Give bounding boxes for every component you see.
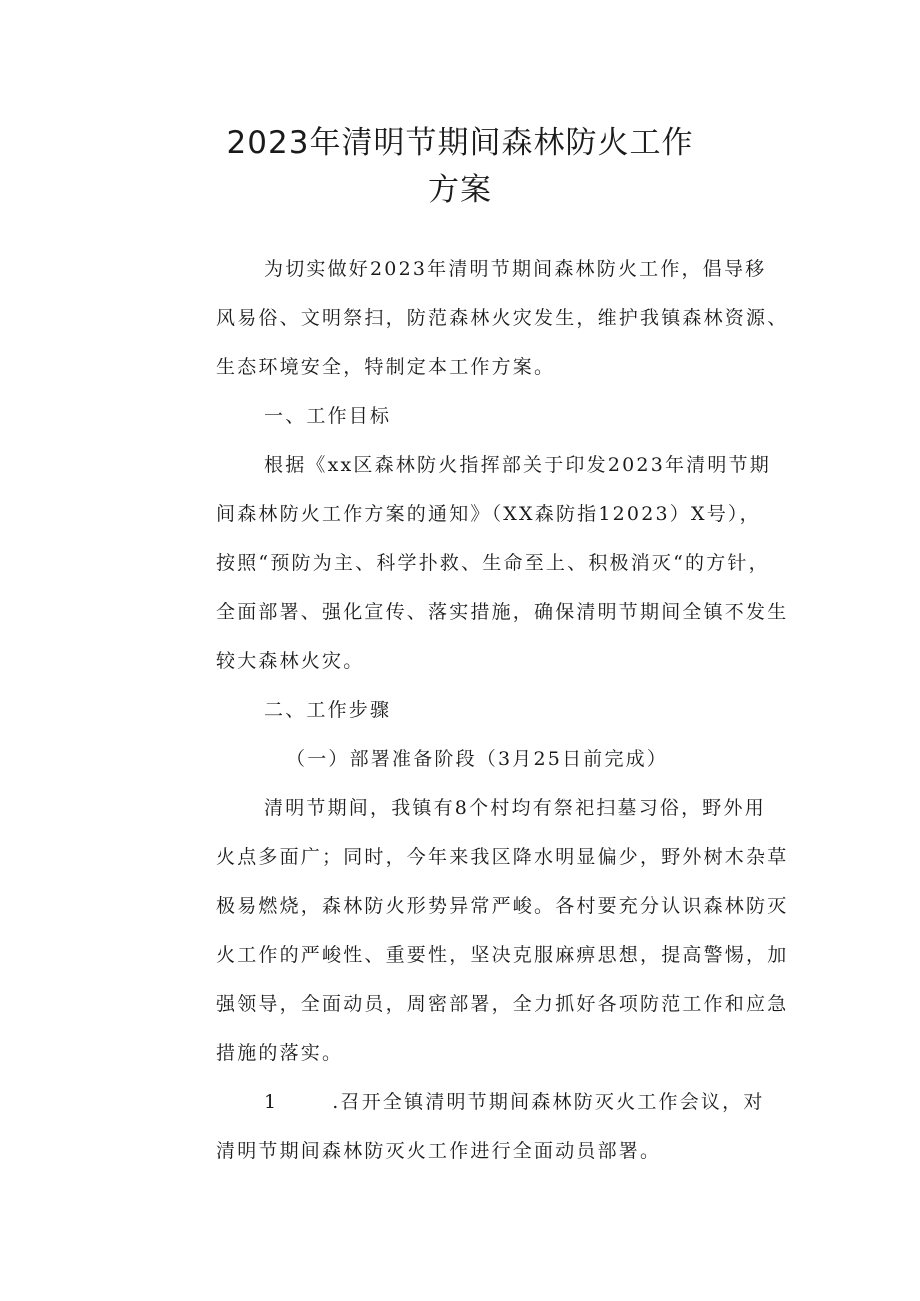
- paragraph-line: 强领导，全面动员，周密部署，全力抓好各项防范工作和应急: [216, 993, 789, 1015]
- paragraph-line: 间森林防火工作方案的通知》（XX森防指12023）X号），: [216, 503, 761, 525]
- section-heading-steps: 二、工作步骤: [264, 699, 392, 721]
- paragraph-line: 风易俗、文明祭扫，防范森林火灾发生，维护我镇森林资源、: [216, 307, 789, 329]
- paragraph-line: 根据《xx区森林防火指挥部关于印发2023年清明节期: [264, 454, 771, 476]
- list-item-number: 1: [264, 1091, 279, 1113]
- paragraph-line: 按照“预防为主、科学扑救、生命至上、积极消灭“的方针，: [216, 552, 770, 574]
- paragraph-line: 清明节期间，我镇有8个村均有祭祀扫墓习俗，野外用: [264, 797, 766, 819]
- list-item-1: [216, 1078, 776, 1127]
- paragraph-line: 为切实做好2023年清明节期间森林防火工作，倡导移: [264, 258, 767, 280]
- paragraph-line: 极易燃烧，森林防火形势异常严峻。各村要充分认识森林防灭: [216, 895, 789, 917]
- paragraph-line: 清明节期间森林防灭火工作进行全面动员部署。: [216, 1140, 662, 1162]
- paragraph-line: 全面部署、强化宣传、落实措施，确保清明节期间全镇不发生: [216, 601, 789, 623]
- section-heading-goals: 一、工作目标: [264, 405, 392, 427]
- document-title-line2: 方案: [428, 172, 492, 208]
- list-item-text: .召开全镇清明节期间森林防灭火工作会议，对: [332, 1091, 765, 1113]
- paragraph-line: 措施的落实。: [216, 1042, 344, 1064]
- sub-heading-preparation: （一）部署准备阶段（3月25日前完成）: [286, 748, 669, 770]
- paragraph-line: 火工作的严峻性、重要性，坚决克服麻痹思想，提高警惕，加: [216, 944, 789, 966]
- document-body: [216, 245, 789, 1176]
- paragraph-line: 生态环境安全，特制定本工作方案。: [216, 356, 556, 378]
- document-title-line1: 2023年清明节期间森林防火工作: [226, 125, 694, 161]
- paragraph-line: 火点多面广；同时，今年来我区降水明显偏少，野外树木杂草: [216, 846, 789, 868]
- paragraph-line: 较大森林火灾。: [216, 650, 365, 672]
